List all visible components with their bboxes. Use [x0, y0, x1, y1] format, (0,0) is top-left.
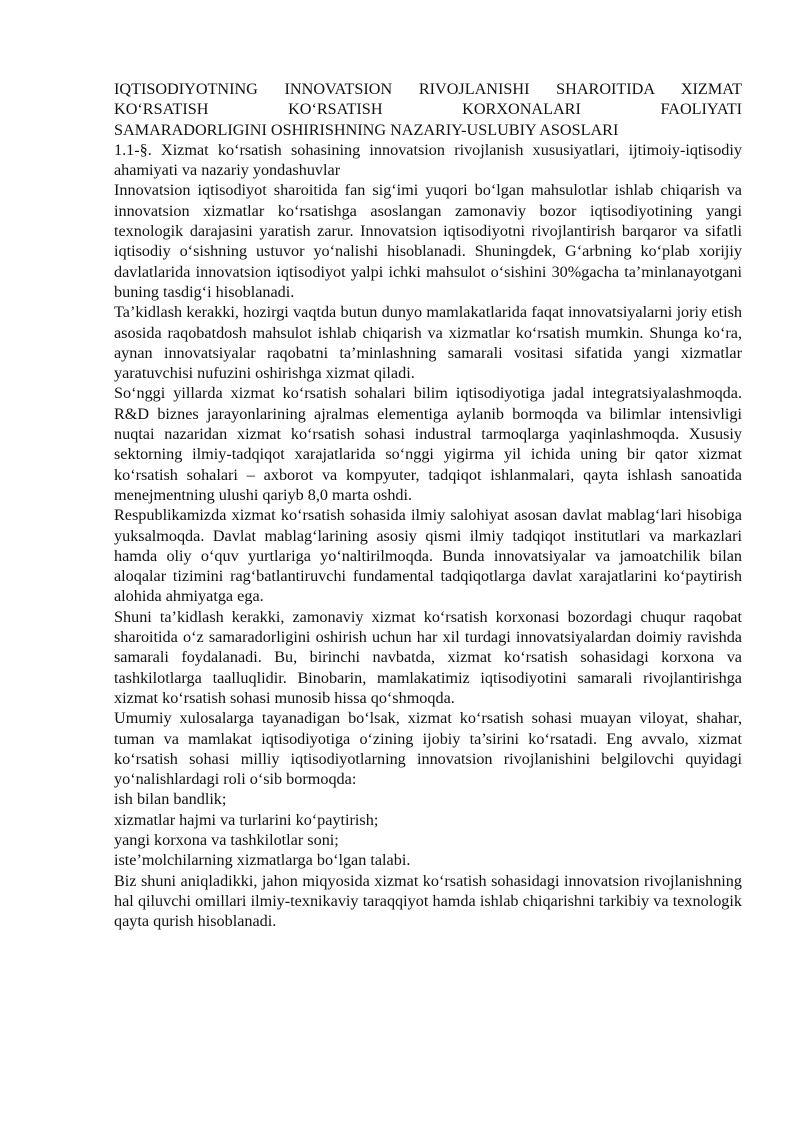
paragraph: Shuni ta’kidlash kerakki, zamonaviy xizmat ko‘rsatish korxonasi bozordagi chuqur raqobat sharoitida o‘z samaradorligini oshirish uchun har xil turdagi innovatsiyalardan doimiy ravishda samarali foydalanadi. Bu, birinchi navbatda, xizmat ko‘rsatish sohasidagi korxona va tashkilotlarga taalluqlidir. Binobarin, mamlakatimiz iqtisodiyotini samarali rivojlantirishga xizmat ko‘rsatish sohasi munosib hissa qo‘shmoqda.	[114, 607, 742, 707]
title-line-2: KO‘RSATISH KO‘RSATISH KORXONALARI FAOLIYATI	[114, 100, 742, 119]
title-line-1: IQTISODIYOTNING INNOVATSION RIVOJLANISHI SHAROITIDA XIZMAT	[114, 80, 742, 98]
list-item: ish bilan bandlik;	[114, 790, 227, 809]
list-item: xizmatlar hajmi va turlarini ko‘paytirish;	[114, 810, 379, 829]
section-heading: 1.1-§. Xizmat ko‘rsatish sohasining innovatsion rivojlanish xususiyatlari, ijtimoiy-iqtisodiy ahamiyati va nazariy yondashuvlar	[114, 140, 742, 180]
list-item: yangi korxona va tashkilotlar soni;	[114, 830, 339, 849]
final-paragraph: Biz shuni aniqladikki, jahon miqyosida xizmat ko‘rsatish sohasidagi innovatsion rivojlanishning hal qiluvchi omillari ilmiy-texnikaviy taraqqiyot hamda ishlab chiqarishni tarkibiy va texnologik qayta qurish hisoblanadi.	[114, 871, 742, 931]
paragraph: Respublikamizda xizmat ko‘rsatish sohasida ilmiy salohiyat asosan davlat mablag‘lari hisobiga yuksalmoqda. Davlat mablag‘larining asosiy qismi ilmiy tadqiqot institutlari va markazlari hamda oliy o‘quv yurtlariga yo‘naltirilmoqda. Bunda innovatsiyalar va jamoatchilik bilan aloqalar tizimini rag‘batlantiruvchi fundamental tadqiqotlarga davlat xarajatlarini ko‘paytirish alohida ahmiyatga ega.	[114, 506, 742, 606]
document-page	[114, 79, 742, 931]
paragraph: Umumiy xulosalarga tayanadigan bo‘lsak, xizmat ko‘rsatish sohasi muayan viloyat, shahar, tuman va mamlakat iqtisodiyotiga o‘zining ijobiy ta’sirini ko‘rsatadi. Eng avvalo, xizmat ko‘rsatish sohasi milliy iqtisodiyotlarning innovatsion rivojlanishini belgilovchi quyidagi yo‘nalishlardagi roli o‘sib bormoqda:	[114, 709, 742, 789]
title-line-3: SAMARADORLIGINI OSHIRISHNING NAZARIY-USLUBIY ASOSLARI	[114, 120, 619, 139]
paragraph: So‘nggi yillarda xizmat ko‘rsatish sohalari bilim iqtisodiyotiga jadal integratsiyalashmoqda. R&D biznes jarayonlarining ajralmas elementiga aylanib bormoqda va bilimlar intensivligi nuqtai nazaridan xizmat ko‘rsatish sohasi industral tarmoqlarga yaqinlashmoqda. Xususiy sektorning ilmiy-tadqiqot xarajatlarida so‘nggi yigirma yil ichida uning bir qator xizmat ko‘rsatish sohalari – axborot va kompyuter, tadqiqot ishlanmalari, qayta ishlash sanoatida menejmentning ulushi qariyb 8,0 marta oshdi.	[114, 384, 742, 504]
paragraph: Ta’kidlash kerakki, hozirgi vaqtda butun dunyo mamlakatlarida faqat innovatsiyalarni joriy etish asosida raqobatdosh mahsulot ishlab chiqarish va xizmatlar ko‘rsatish mumkin. Shunga ko‘ra, aynan innovatsiyalar raqobatni ta’minlashning samarali vositasi sifatida yangi xizmatlar yaratuvchisi nufuzini oshirishga xizmat qiladi.	[114, 303, 742, 383]
list-item: iste’molchilarning xizmatlarga bo‘lgan talabi.	[114, 851, 411, 870]
paragraph: Innovatsion iqtisodiyot sharoitida fan sig‘imi yuqori bo‘lgan mahsulotlar ishlab chiqarish va innovatsion xizmatlar ko‘rsatishga asoslangan zamonaviy bozor iqtisodiyotining yangi texnologik darajasini yaratish zarur. Innovatsion iqtisodiyotni rivojlantirish barqaror va sifatli iqtisodiy o‘sishning ustuvor yo‘nalishi hisoblanadi. Shuningdek, G‘arbning ko‘plab xorijiy davlatlarida innovatsion iqtisodiyot yalpi ichki mahsulot o‘sishini 30%gacha ta’minlanayotgani buning tasdig‘i hisoblanadi.	[114, 181, 742, 301]
